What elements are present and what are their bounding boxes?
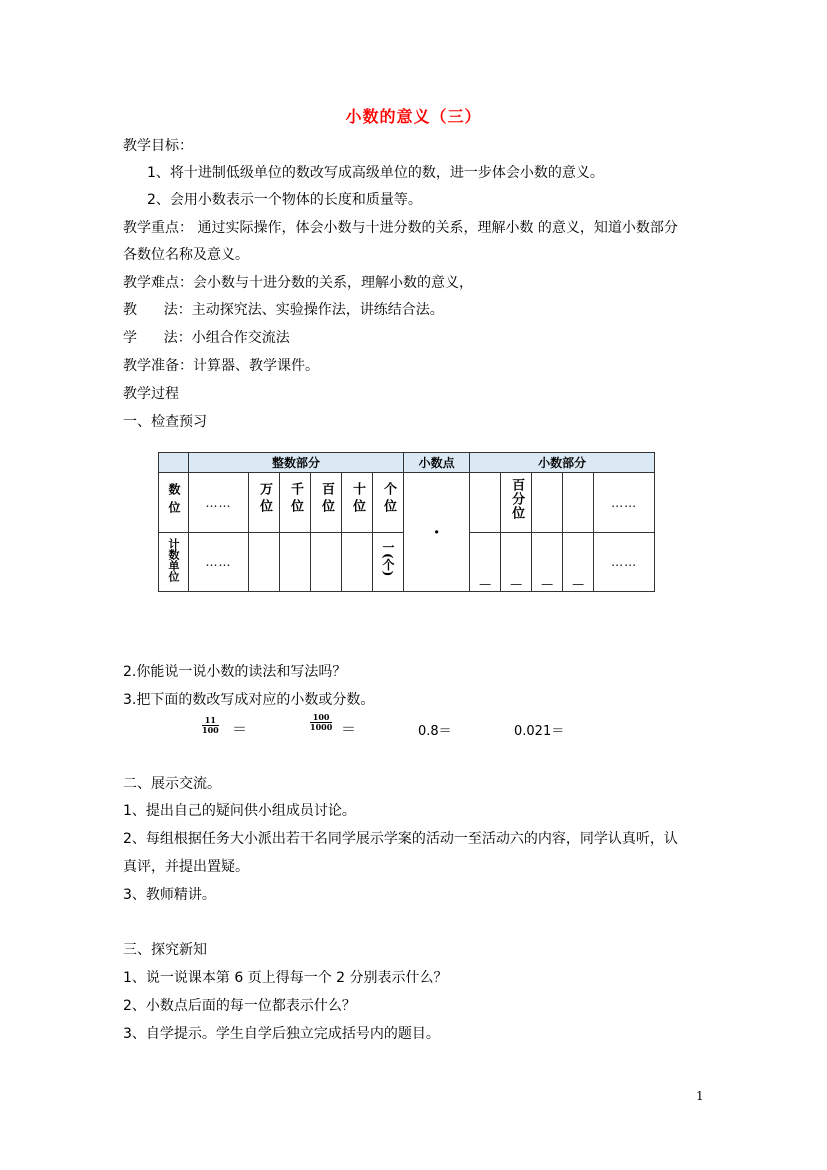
- place-ge-text: 个位: [381, 482, 397, 517]
- row-label-unit: [159, 532, 189, 591]
- question-2: 2.你能说一说小数的读法和写法吗？: [123, 664, 347, 680]
- place-shi-text: 十位: [350, 482, 365, 517]
- process-heading: 教学过程: [123, 386, 179, 402]
- place-value-table: [158, 452, 654, 592]
- place-ten-thousandths: [563, 473, 594, 532]
- place-dots-right: ……: [594, 473, 655, 532]
- row-label-place-text: 数位: [167, 482, 181, 519]
- section-3-heading: 三、探究新知: [123, 942, 207, 958]
- teach-method: 教 法：主动探究法、实验操作法，讲练结合法。: [123, 302, 444, 318]
- unit-hundredths: —: [501, 532, 532, 591]
- fraction-1: [202, 716, 219, 735]
- unit-ge-text: 一(个): [381, 540, 396, 577]
- place-tenths: [470, 473, 501, 532]
- fraction-2-denominator: 1000: [310, 722, 333, 732]
- section-3-item-2: 2、小数点后面的每一位都表示什么？: [123, 998, 356, 1014]
- goal-2: 2、会用小数表示一个物体的长度和质量等。: [147, 192, 422, 208]
- decimal-1: 0.8＝: [418, 724, 452, 739]
- fraction-1-denominator: 100: [202, 725, 219, 735]
- place-thousandths: [532, 473, 563, 532]
- unit-bai: [311, 532, 342, 591]
- unit-thousandths: —: [532, 532, 563, 591]
- decimal-point-cell: ·: [404, 473, 470, 592]
- learn-method: 学 法：小组合作交流法: [123, 330, 290, 346]
- section-2-item-3: 3、教师精讲。: [123, 887, 216, 903]
- place-qian: [280, 473, 311, 532]
- place-dots-left: ……: [189, 473, 249, 532]
- question-3: 3.把下面的数改写成对应的小数或分数。: [123, 692, 375, 708]
- place-qian-text: 千位: [288, 482, 303, 517]
- section-3-item-3: 3、自学提示。学生自学后独立完成括号内的题目。: [123, 1026, 440, 1042]
- section-2-item-2-line-1: 2、每组根据任务大小派出若干名同学展示学案的活动一至活动六的内容，同学认真听，认: [123, 831, 678, 847]
- row-label-unit-text: 计数单位: [167, 537, 180, 582]
- fraction-2-numerator: 100: [312, 712, 330, 722]
- unit-shi: [342, 532, 373, 591]
- fraction-1-numerator: 11: [204, 715, 216, 725]
- equals-2: ＝: [341, 720, 357, 738]
- page-number: 1: [696, 1089, 704, 1103]
- place-bai-text: 百位: [319, 482, 334, 517]
- section-2-item-2-line-2: 真评，并提出置疑。: [123, 859, 249, 875]
- row-label-place: [159, 473, 189, 532]
- equals-1: ＝: [232, 720, 248, 738]
- place-baifen-text: 百分位: [509, 478, 525, 521]
- page-title: 小数的意义（三）: [345, 107, 482, 126]
- unit-ten-thousandths: —: [563, 532, 594, 591]
- section-2-item-1: 1、提出自己的疑问供小组成员讨论。: [123, 803, 356, 819]
- header-integer-part: 整数部分: [189, 453, 404, 473]
- key-points-line-1: 教学重点： 通过实际操作，体会小数与十进分数的关系，理解小数 的意义，知道小数部分: [123, 220, 678, 236]
- place-bai: [311, 473, 342, 532]
- goals-heading: 教学目标：: [123, 138, 193, 154]
- header-decimal-point: 小数点: [404, 453, 470, 473]
- preparation: 教学准备：计算器、教学课件。: [123, 358, 319, 374]
- header-decimal-part: 小数部分: [470, 453, 655, 473]
- unit-tenths: —: [470, 532, 501, 591]
- section-2-heading: 二、展示交流。: [123, 776, 221, 792]
- key-points-line-2: 各数位名称及意义。: [123, 247, 249, 263]
- section-1-heading: 一、检查预习: [123, 414, 207, 430]
- corner-cell: [159, 453, 189, 473]
- unit-qian: [280, 532, 311, 591]
- decimal-2: 0.021＝: [514, 724, 565, 739]
- place-ge: [373, 473, 404, 532]
- unit-wan: [249, 532, 280, 591]
- section-3-item-1: 1、说一说课本第 6 页上得每一个 2 分别表示什么？: [123, 970, 448, 986]
- unit-dots-right: ……: [594, 532, 655, 591]
- place-wan: [249, 473, 280, 532]
- place-shi: [342, 473, 373, 532]
- fraction-2: [310, 713, 332, 732]
- goal-1: 1、将十进制低级单位的数改写成高级单位的数，进一步体会小数的意义。: [147, 165, 604, 181]
- difficulty: 教学难点：会小数与十进分数的关系，理解小数的意义，: [123, 275, 473, 291]
- place-wan-text: 万位: [257, 482, 272, 517]
- unit-dots-left: ……: [189, 532, 249, 591]
- unit-ge: [373, 532, 404, 591]
- place-baifen: [501, 473, 532, 532]
